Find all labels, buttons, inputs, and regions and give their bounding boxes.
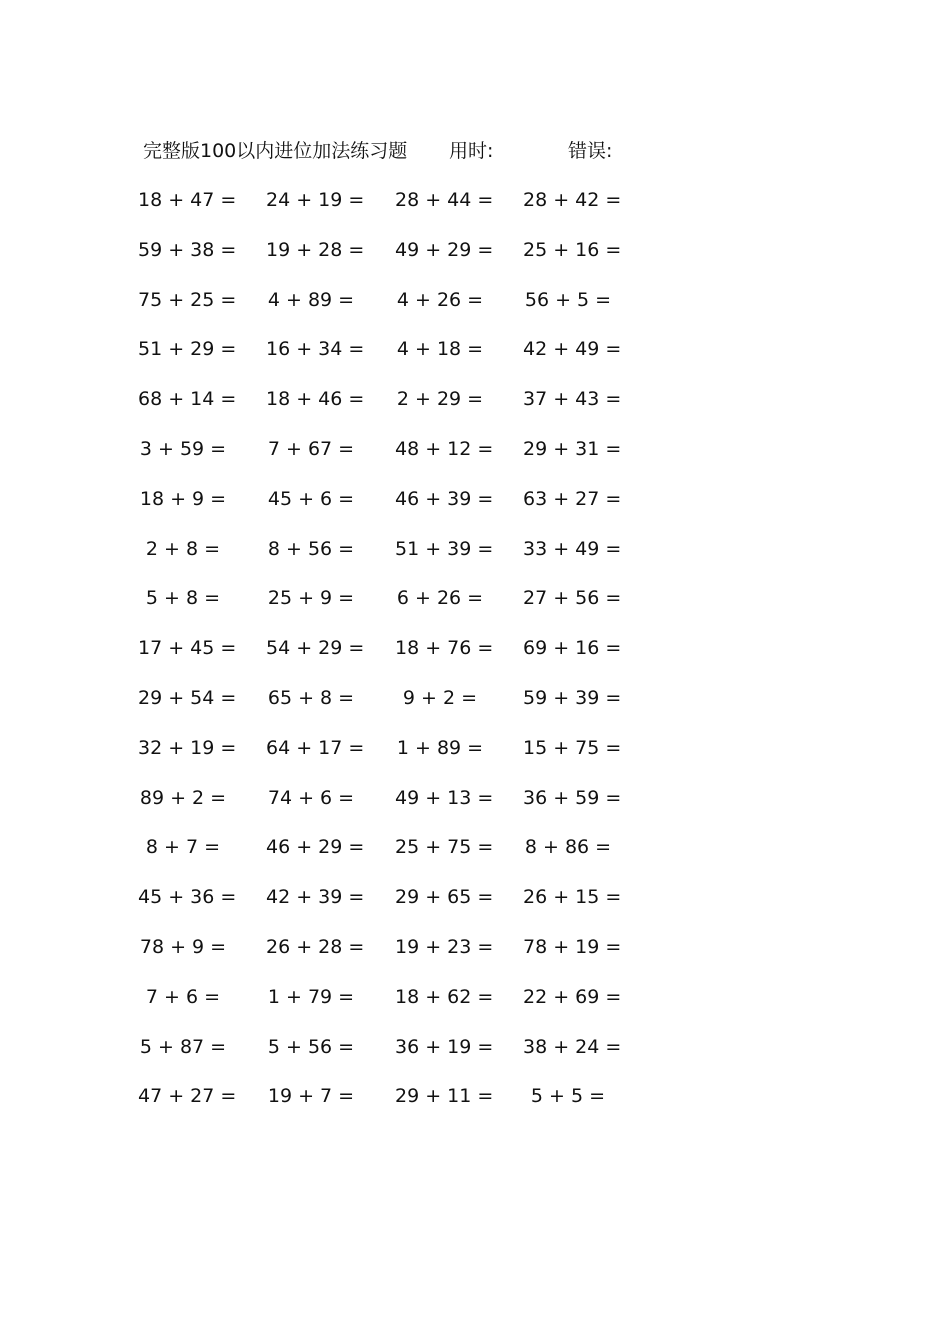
addition-problem: 18 + 76 =	[395, 637, 494, 660]
addition-problem: 19 + 28 =	[266, 238, 365, 261]
addition-problem: 28 + 42 =	[523, 189, 622, 211]
addition-problem: 29 + 54 =	[138, 686, 237, 709]
addition-problem: 29 + 65 =	[395, 886, 494, 909]
problem-row	[0, 832, 950, 882]
problem-row	[0, 1032, 950, 1082]
addition-problem: 5 + 5 =	[530, 1085, 606, 1108]
addition-problem: 25 + 9 =	[267, 587, 355, 610]
problem-row	[0, 534, 950, 584]
addition-problem: 89 + 2 =	[139, 786, 227, 809]
addition-problem: 37 + 43 =	[523, 388, 622, 411]
addition-problem: 59 + 39 =	[523, 686, 622, 709]
addition-problem: 18 + 62 =	[395, 985, 494, 1008]
addition-problem: 68 + 14 =	[138, 388, 237, 411]
addition-problem: 2 + 8 =	[145, 537, 221, 560]
addition-problem: 4 + 89 =	[267, 288, 355, 311]
addition-problem: 59 + 38 =	[138, 238, 237, 261]
problem-row	[0, 683, 950, 733]
problem-row	[0, 384, 950, 434]
addition-problem: 19 + 23 =	[395, 935, 494, 958]
addition-problem: 2 + 29 =	[396, 388, 484, 411]
addition-problem: 25 + 16 =	[523, 238, 622, 261]
addition-problem: 28 + 44 =	[395, 189, 494, 211]
addition-problem: 36 + 19 =	[395, 1035, 494, 1058]
addition-problem: 18 + 46 =	[266, 388, 365, 411]
addition-problem: 5 + 87 =	[139, 1035, 227, 1058]
addition-problem: 47 + 27 =	[138, 1085, 237, 1108]
addition-problem: 19 + 7 =	[267, 1085, 355, 1108]
problem-row	[0, 434, 950, 484]
addition-problem: 8 + 7 =	[145, 836, 221, 859]
problem-row	[0, 633, 950, 683]
addition-problem: 9 + 2 =	[402, 686, 478, 709]
addition-problem: 78 + 19 =	[523, 935, 622, 958]
addition-problem: 26 + 15 =	[523, 886, 622, 909]
addition-problem: 5 + 8 =	[145, 587, 221, 610]
addition-problem: 51 + 29 =	[138, 338, 237, 361]
addition-problem: 51 + 39 =	[395, 537, 494, 560]
addition-problem: 1 + 79 =	[267, 985, 355, 1008]
addition-problem: 29 + 11 =	[395, 1085, 494, 1108]
problem-row	[0, 334, 950, 384]
problem-row	[0, 1081, 950, 1131]
addition-problem: 27 + 56 =	[523, 587, 622, 610]
addition-problem: 38 + 24 =	[523, 1035, 622, 1058]
addition-problem: 42 + 39 =	[266, 886, 365, 909]
problem-row	[0, 185, 950, 235]
addition-problem: 4 + 26 =	[396, 288, 484, 311]
addition-problem: 17 + 45 =	[138, 637, 237, 660]
addition-problem: 26 + 28 =	[266, 935, 365, 958]
problem-grid	[0, 185, 950, 1131]
addition-problem: 8 + 56 =	[267, 537, 355, 560]
addition-problem: 18 + 47 =	[138, 189, 237, 211]
addition-problem: 49 + 13 =	[395, 786, 494, 809]
addition-problem: 6 + 26 =	[396, 587, 484, 610]
addition-problem: 45 + 36 =	[138, 886, 237, 909]
addition-problem: 24 + 19 =	[266, 189, 365, 211]
problem-row	[0, 583, 950, 633]
addition-problem: 32 + 19 =	[138, 736, 237, 759]
addition-problem: 18 + 9 =	[139, 487, 227, 510]
worksheet-title: 完整版100以内进位加法练习题	[143, 140, 408, 162]
addition-problem: 36 + 59 =	[523, 786, 622, 809]
addition-problem: 54 + 29 =	[266, 637, 365, 660]
addition-problem: 75 + 25 =	[138, 288, 237, 311]
addition-problem: 78 + 9 =	[139, 935, 227, 958]
addition-problem: 49 + 29 =	[395, 238, 494, 261]
addition-problem: 48 + 12 =	[395, 437, 494, 460]
addition-problem: 69 + 16 =	[523, 637, 622, 660]
addition-problem: 7 + 6 =	[145, 985, 221, 1008]
time-label: 用时:	[449, 140, 494, 162]
addition-problem: 45 + 6 =	[267, 487, 355, 510]
addition-problem: 42 + 49 =	[523, 338, 622, 361]
addition-problem: 74 + 6 =	[267, 786, 355, 809]
addition-problem: 16 + 34 =	[266, 338, 365, 361]
problem-row	[0, 882, 950, 932]
problem-row	[0, 285, 950, 335]
worksheet-header	[143, 136, 663, 166]
addition-problem: 64 + 17 =	[266, 736, 365, 759]
problem-row	[0, 783, 950, 833]
addition-problem: 7 + 67 =	[267, 437, 355, 460]
addition-problem: 1 + 89 =	[396, 736, 484, 759]
addition-problem: 22 + 69 =	[523, 985, 622, 1008]
problem-row	[0, 982, 950, 1032]
problem-row	[0, 733, 950, 783]
addition-problem: 46 + 39 =	[395, 487, 494, 510]
problem-row	[0, 932, 950, 982]
addition-problem: 33 + 49 =	[523, 537, 622, 560]
addition-problem: 4 + 18 =	[396, 338, 484, 361]
addition-problem: 5 + 56 =	[267, 1035, 355, 1058]
addition-problem: 56 + 5 =	[524, 288, 612, 311]
addition-problem: 25 + 75 =	[395, 836, 494, 859]
addition-problem: 65 + 8 =	[267, 686, 355, 709]
addition-problem: 8 + 86 =	[524, 836, 612, 859]
problem-row	[0, 235, 950, 285]
addition-problem: 46 + 29 =	[266, 836, 365, 859]
addition-problem: 29 + 31 =	[523, 437, 622, 460]
error-label: 错误:	[568, 140, 613, 162]
addition-problem: 15 + 75 =	[523, 736, 622, 759]
problem-row	[0, 484, 950, 534]
addition-problem: 3 + 59 =	[139, 437, 227, 460]
addition-problem: 63 + 27 =	[523, 487, 622, 510]
